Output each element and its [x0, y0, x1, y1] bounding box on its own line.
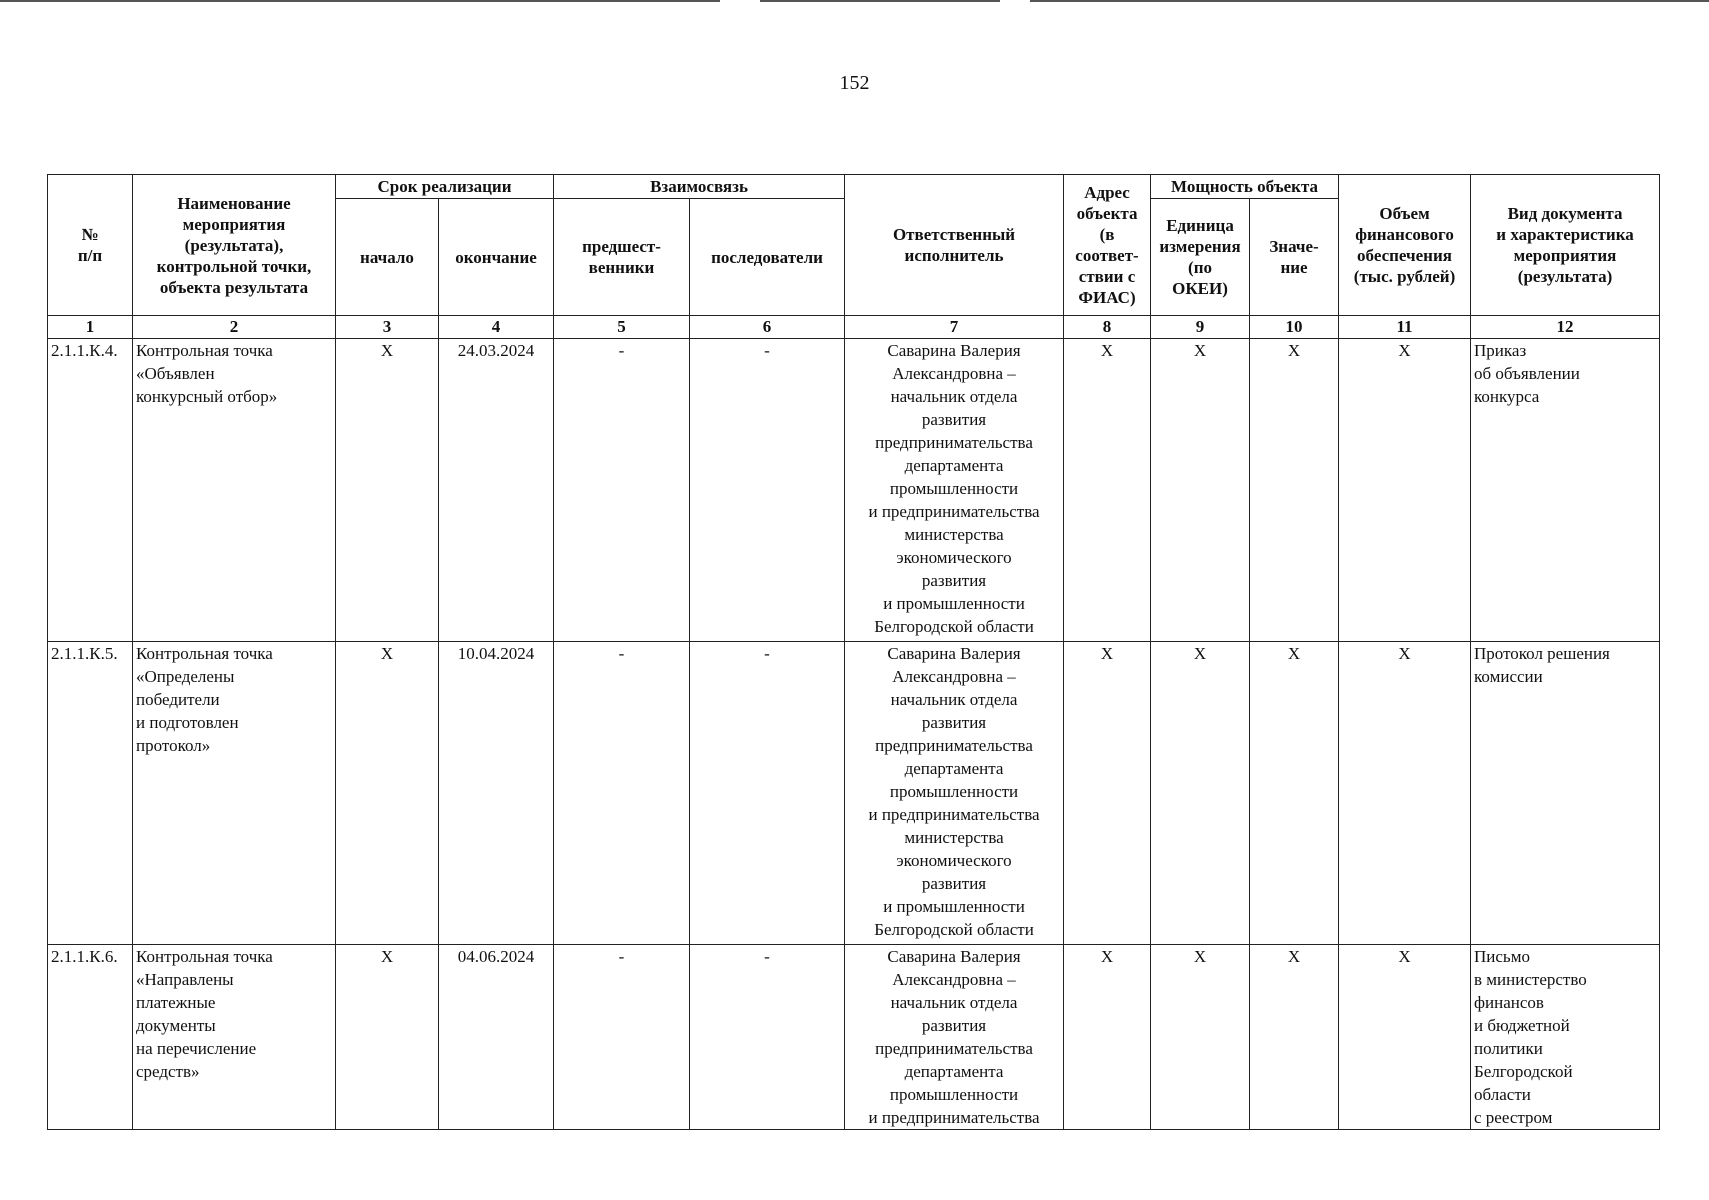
text-line: начальник отдела	[890, 387, 1018, 406]
column-number: 2	[133, 316, 336, 339]
text-line: финансового	[1355, 225, 1454, 244]
text-line: Единица	[1166, 216, 1234, 235]
text-line: об объявлении	[1474, 364, 1580, 383]
text-line: п/п	[77, 246, 103, 265]
text-line: области	[1474, 1085, 1531, 1104]
row-responsible	[845, 642, 1064, 945]
text-line: экономического	[896, 851, 1012, 870]
text-line: и предпринимательства	[868, 1108, 1040, 1127]
column-number: 7	[845, 316, 1064, 339]
text-line: ФИАС)	[1078, 288, 1136, 307]
column-number: 9	[1151, 316, 1250, 339]
row-number: 2.1.1.К.6.	[48, 945, 133, 1130]
text-line: развития	[921, 571, 987, 590]
text-line: и бюджетной	[1474, 1016, 1570, 1035]
row-address: X	[1064, 339, 1151, 642]
text-line: Письмо	[1474, 947, 1530, 966]
text-line: Саварина Валерия	[887, 947, 1021, 966]
text-line: и предпринимательства	[868, 502, 1040, 521]
text-line: в министерство	[1474, 970, 1587, 989]
text-line: Белгородской	[1474, 1062, 1573, 1081]
header-value	[1250, 199, 1339, 316]
text-line: №	[81, 225, 99, 244]
text-line: победители	[136, 690, 220, 709]
row-responsible	[845, 945, 1064, 1130]
header-number	[48, 175, 133, 316]
text-line: департамента	[904, 456, 1004, 475]
header-address	[1064, 175, 1151, 316]
text-line: (результата)	[1517, 267, 1613, 286]
text-line: на перечисление	[136, 1039, 257, 1058]
column-number: 11	[1339, 316, 1471, 339]
text-line: и предпринимательства	[868, 805, 1040, 824]
text-line: исполнитель	[904, 246, 1004, 265]
column-number: 1	[48, 316, 133, 339]
header-start: начало	[336, 199, 439, 316]
text-line: промышленности	[889, 1085, 1019, 1104]
text-line: комиссии	[1474, 667, 1543, 686]
row-predecessors: -	[554, 642, 690, 945]
header-predecessors	[554, 199, 690, 316]
text-line: измерения	[1159, 237, 1241, 256]
row-end: 10.04.2024	[439, 642, 554, 945]
row-number: 2.1.1.К.5.	[48, 642, 133, 945]
header-name	[133, 175, 336, 316]
text-line: протокол»	[136, 736, 211, 755]
text-line: (тыс. рублей)	[1353, 267, 1456, 286]
row-address: X	[1064, 642, 1151, 945]
text-line: предшест-	[582, 237, 661, 256]
header-group-period: Срок реализации	[336, 175, 554, 199]
column-number: 10	[1250, 316, 1339, 339]
scan-edge-left	[0, 0, 720, 2]
page-number: 152	[839, 72, 870, 94]
text-line: «Объявлен	[136, 364, 215, 383]
row-unit: X	[1151, 945, 1250, 1130]
row-address: X	[1064, 945, 1151, 1130]
text-line: Ответственный	[892, 225, 1016, 244]
text-line: Александровна –	[892, 667, 1016, 686]
text-line: соответ-	[1075, 246, 1139, 265]
column-number-row	[48, 316, 1660, 339]
row-start: X	[336, 945, 439, 1130]
text-line: начальник отдела	[890, 690, 1018, 709]
column-number: 5	[554, 316, 690, 339]
text-line: объекта результата	[159, 277, 309, 297]
text-line: развития	[921, 713, 987, 732]
text-line: Протокол решения	[1474, 644, 1610, 663]
text-line: с реестром	[1474, 1108, 1553, 1127]
text-line: (по	[1188, 258, 1212, 277]
row-value: X	[1250, 339, 1339, 642]
column-number: 12	[1471, 316, 1660, 339]
text-line: Саварина Валерия	[887, 341, 1021, 360]
row-predecessors: -	[554, 339, 690, 642]
row-name	[133, 945, 336, 1130]
text-line: развития	[921, 410, 987, 429]
row-document	[1471, 339, 1660, 642]
header-group-relation: Взаимосвязь	[554, 175, 845, 199]
header-group-capacity: Мощность объекта	[1151, 175, 1339, 199]
text-line: Наименование	[177, 193, 291, 213]
implementation-plan-table	[47, 174, 1660, 1130]
text-line: венники	[588, 258, 655, 277]
row-document	[1471, 642, 1660, 945]
table-row	[48, 642, 1660, 945]
text-line: промышленности	[889, 479, 1019, 498]
text-line: министерства	[904, 525, 1004, 544]
text-line: финансов	[1474, 993, 1544, 1012]
header-successors: последователи	[690, 199, 845, 316]
text-line: объекта	[1076, 204, 1138, 223]
text-line: политики	[1474, 1039, 1543, 1058]
row-end: 04.06.2024	[439, 945, 554, 1130]
text-line: промышленности	[889, 782, 1019, 801]
text-line: Саварина Валерия	[887, 644, 1021, 663]
text-line: и подготовлен	[136, 713, 239, 732]
header-responsible	[845, 175, 1064, 316]
text-line: (в	[1099, 225, 1115, 244]
row-end: 24.03.2024	[439, 339, 554, 642]
row-value: X	[1250, 642, 1339, 945]
text-line: Значе-	[1269, 237, 1319, 256]
row-unit: X	[1151, 339, 1250, 642]
row-document	[1471, 945, 1660, 1130]
text-line: мероприятия	[1513, 246, 1617, 265]
text-line: (результата),	[184, 235, 284, 255]
text-line: департамента	[904, 1062, 1004, 1081]
row-start: X	[336, 642, 439, 945]
row-unit: X	[1151, 642, 1250, 945]
text-line: Контрольная точка	[136, 947, 273, 966]
header-unit	[1151, 199, 1250, 316]
row-name	[133, 642, 336, 945]
text-line: средств»	[136, 1062, 200, 1081]
text-line: развития	[921, 1016, 987, 1035]
row-successors: -	[690, 339, 845, 642]
text-line: предпринимательства	[875, 736, 1033, 755]
row-successors: -	[690, 642, 845, 945]
text-line: Вид документа	[1507, 204, 1623, 223]
text-line: ние	[1280, 258, 1308, 277]
scan-edge-right	[1030, 0, 1709, 2]
text-line: предпринимательства	[875, 433, 1033, 452]
header-end: окончание	[439, 199, 554, 316]
text-line: и характеристика	[1496, 225, 1634, 244]
text-line: министерства	[904, 828, 1004, 847]
text-line: документы	[136, 1016, 216, 1035]
row-funding: X	[1339, 642, 1471, 945]
text-line: ОКЕИ)	[1172, 279, 1228, 298]
row-value: X	[1250, 945, 1339, 1130]
row-funding: X	[1339, 339, 1471, 642]
table-row	[48, 945, 1660, 1130]
column-number: 8	[1064, 316, 1151, 339]
column-number: 3	[336, 316, 439, 339]
text-line: Александровна –	[892, 970, 1016, 989]
text-line: мероприятия	[182, 214, 286, 234]
text-line: Белгородской области	[874, 920, 1034, 939]
text-line: «Направлены	[136, 970, 234, 989]
text-line: контрольной точки,	[156, 256, 312, 276]
text-line: Белгородской области	[874, 617, 1034, 636]
text-line: и промышленности	[883, 897, 1025, 916]
row-predecessors: -	[554, 945, 690, 1130]
column-number: 6	[690, 316, 845, 339]
text-line: Адрес	[1084, 183, 1130, 202]
header-funding	[1339, 175, 1471, 316]
text-line: Контрольная точка	[136, 341, 273, 360]
row-successors: -	[690, 945, 845, 1130]
text-line: Объем	[1379, 204, 1430, 223]
text-line: «Определены	[136, 667, 235, 686]
text-line: развития	[921, 874, 987, 893]
text-line: конкурсный отбор»	[136, 387, 278, 406]
header-document	[1471, 175, 1660, 316]
text-line: Приказ	[1474, 341, 1527, 360]
text-line: платежные	[136, 993, 216, 1012]
scan-edge-middle	[760, 0, 1000, 2]
text-line: обеспечения	[1357, 246, 1452, 265]
table-row	[48, 339, 1660, 642]
header-row-groups	[48, 175, 1660, 199]
row-responsible	[845, 339, 1064, 642]
text-line: и промышленности	[883, 594, 1025, 613]
text-line: ствии с	[1078, 267, 1136, 286]
text-line: департамента	[904, 759, 1004, 778]
column-number: 4	[439, 316, 554, 339]
text-line: начальник отдела	[890, 993, 1018, 1012]
text-line: экономического	[896, 548, 1012, 567]
text-line: предпринимательства	[875, 1039, 1033, 1058]
text-line: конкурса	[1474, 387, 1540, 406]
text-line: Александровна –	[892, 364, 1016, 383]
row-number: 2.1.1.К.4.	[48, 339, 133, 642]
row-name	[133, 339, 336, 642]
row-start: X	[336, 339, 439, 642]
row-funding: X	[1339, 945, 1471, 1130]
text-line: Контрольная точка	[136, 644, 273, 663]
